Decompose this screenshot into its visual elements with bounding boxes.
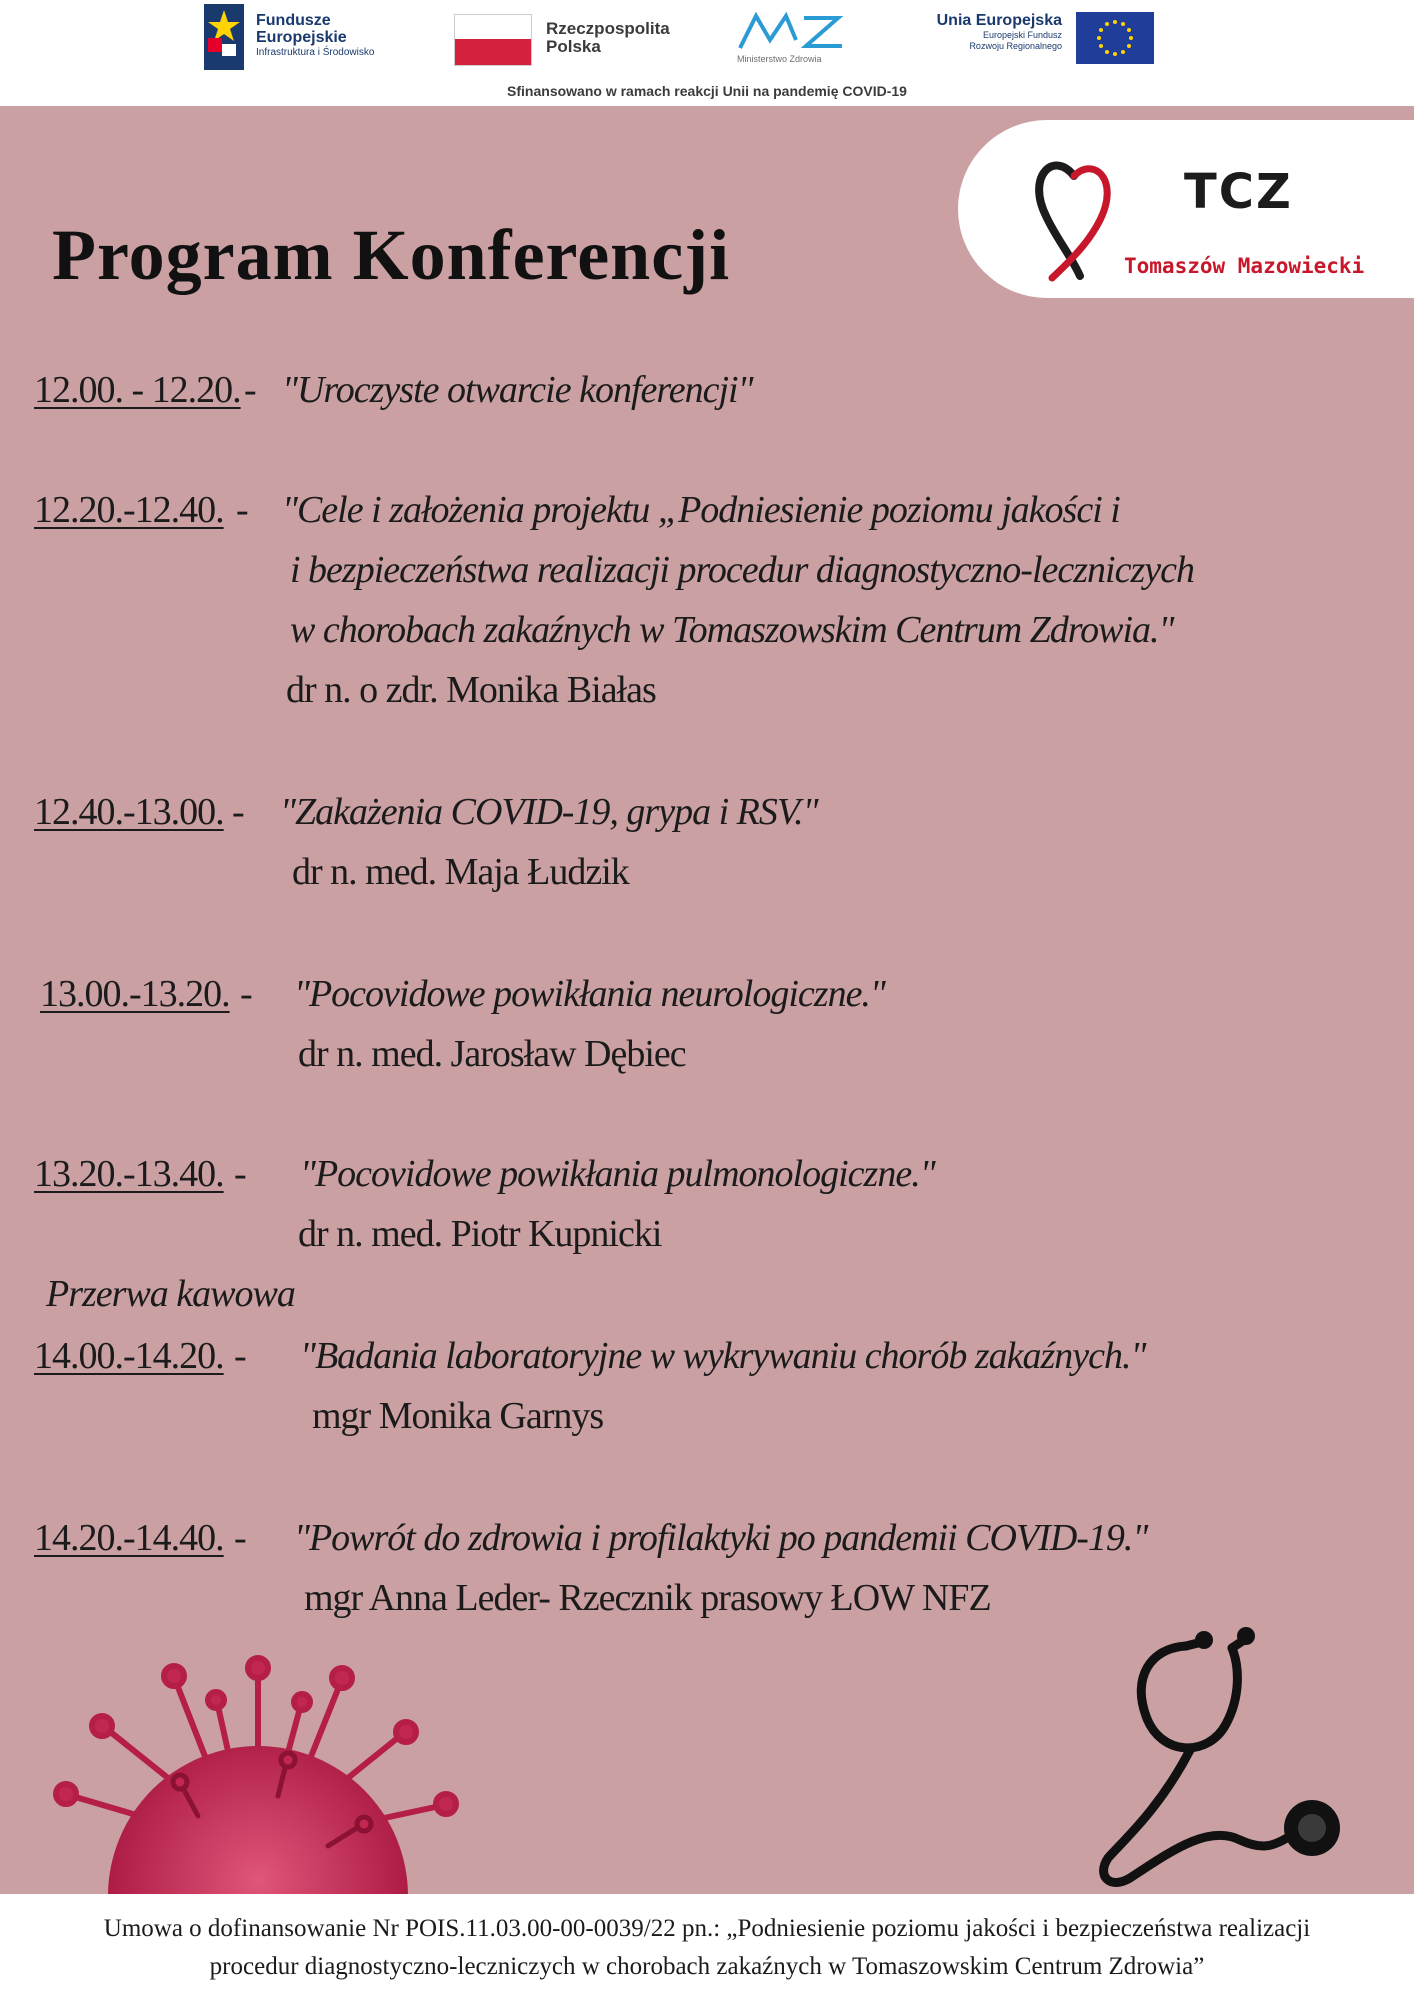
session-time: 12.40.-13.00. xyxy=(34,791,224,833)
contract-line: procedur diagnostyczno-leczniczych w chorobach zakaźnych w Tomaszowskim Centrum Zdrowia” xyxy=(209,1953,1205,1980)
speaker: dr n. med. Jarosław Dębiec xyxy=(298,1033,686,1075)
separator: - xyxy=(236,489,249,531)
speaker: dr n. med. Maja Łudzik xyxy=(292,851,629,893)
fe-line3: Infrastruktura i Środowisko xyxy=(256,47,375,58)
session-title-line: i bezpieczeństwa realizacji procedur diagnostyczno-leczniczych xyxy=(290,549,1194,591)
fe-line1: Fundusze xyxy=(256,12,331,29)
session-title: "Zakażenia COVID-19, grypa i RSV." xyxy=(280,791,818,833)
session-time: 13.00.-13.20. xyxy=(40,973,230,1015)
fundusze-europejskie-label xyxy=(256,12,374,60)
fe-line2: Europejskie xyxy=(256,29,347,46)
page-title: Program Konferencji xyxy=(52,215,731,295)
session-time: 13.20.-13.40. xyxy=(34,1153,224,1195)
tcz-subtitle: Tomaszów Mazowiecki xyxy=(1124,254,1365,278)
session-title: "Powrót do zdrowia i profilaktyki po pandemii COVID-19." xyxy=(294,1517,1148,1559)
pl-line2: Polska xyxy=(546,37,601,56)
eu-line1: Unia Europejska xyxy=(936,12,1062,29)
session-title: "Uroczyste otwarcie konferencji" xyxy=(282,369,753,411)
session-title: "Pocovidowe powikłania neurologiczne." xyxy=(294,973,885,1015)
ministerstwo-zdrowia-logo-icon xyxy=(738,10,846,52)
separator: - xyxy=(234,1517,247,1559)
ministerstwo-zdrowia-label: Ministerstwo Zdrowia xyxy=(737,54,822,64)
unia-europejska-label xyxy=(928,12,1062,52)
coffee-break: Przerwa kawowa xyxy=(46,1273,295,1315)
separator: - xyxy=(240,973,253,1015)
session-title: "Pocovidowe powikłania pulmonologiczne." xyxy=(300,1153,935,1195)
separator: - xyxy=(234,1153,247,1195)
speaker: dr n. med. Piotr Kupnicki xyxy=(298,1213,662,1255)
speaker: mgr Anna Leder- Rzecznik prasowy ŁOW NFZ xyxy=(304,1577,991,1619)
eu-line2: Europejski Fundusz xyxy=(982,30,1062,40)
contract-note xyxy=(40,1910,1374,1986)
separator: - xyxy=(234,1335,247,1377)
contract-line: Umowa o dofinansowanie Nr POIS.11.03.00-00-0039/22 pn.: „Podniesienie poziomu jakości i bezpieczeństwa realizacji xyxy=(103,1915,1311,1942)
stethoscope-icon xyxy=(1090,1608,1380,1894)
virus-illustration-icon xyxy=(48,1646,468,1894)
eu-line3: Rozwoju Regionalnego xyxy=(969,41,1062,51)
session-time: 12.20.-12.40. xyxy=(34,489,224,531)
tcz-badge xyxy=(958,120,1414,298)
polish-flag-icon xyxy=(454,14,532,66)
footer xyxy=(0,1894,1414,2000)
heart-icon xyxy=(1034,156,1114,286)
session-time: 14.00.-14.20. xyxy=(34,1335,224,1377)
eu-flag-icon xyxy=(1076,12,1154,64)
speaker: dr n. o zdr. Monika Białas xyxy=(286,669,656,711)
session-title: "Badania laboratoryjne w wykrywaniu chorób zakaźnych." xyxy=(300,1335,1146,1377)
session-time: 12.00. - 12.20. xyxy=(34,369,241,411)
session-time: 14.20.-14.40. xyxy=(34,1517,224,1559)
tcz-title: TCZ xyxy=(1184,164,1293,220)
program-panel xyxy=(0,106,1414,1894)
separator: - xyxy=(244,369,257,411)
session-title-line: "Cele i założenia projektu „Podniesienie poziomu jakości i xyxy=(282,489,1120,531)
rzeczpospolita-label xyxy=(546,20,670,56)
pl-line1: Rzeczpospolita xyxy=(546,19,670,38)
speaker: mgr Monika Garnys xyxy=(312,1395,604,1437)
logo-strip xyxy=(0,0,1414,106)
fundusze-europejskie-logo-icon xyxy=(204,4,244,70)
session-title-line: w chorobach zakaźnych w Tomaszowskim Centrum Zdrowia." xyxy=(290,609,1174,651)
funding-note: Sfinansowano w ramach reakcji Unii na pandemię COVID-19 xyxy=(507,83,907,99)
separator: - xyxy=(232,791,245,833)
